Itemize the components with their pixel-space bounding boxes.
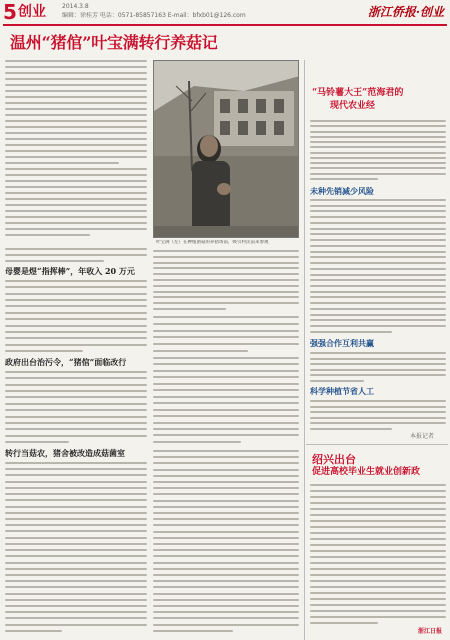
body-text-column — [153, 250, 299, 310]
section-name: 创业 — [18, 4, 46, 20]
bottom-headline-line1: 绍兴出台 — [312, 453, 356, 466]
body-text-column — [5, 371, 147, 443]
pig-farm-photo — [153, 60, 299, 238]
section-subhead: 母婴是煜“指挥棒”，年收入 20 万元 — [5, 266, 135, 276]
body-text-column — [153, 316, 299, 352]
right-headline-line2: 现代农业经 — [330, 101, 376, 111]
header-rule — [3, 24, 447, 26]
body-text-column — [310, 120, 446, 180]
body-text-column — [310, 400, 446, 430]
right-article-author: 本报记者 — [410, 433, 435, 440]
body-text-column — [5, 462, 147, 632]
article-separator — [306, 444, 448, 445]
source-tag: 浙江日报 — [418, 628, 443, 635]
right-subhead: 未种先销减少风险 — [310, 186, 374, 196]
body-text-column — [153, 357, 299, 443]
body-text-column — [310, 484, 446, 624]
issue-date: 2014.3.8 — [62, 3, 89, 10]
section-subhead: 政府出台治污令，“猪倌”面临改行 — [5, 357, 127, 367]
main-headline: 温州“猪倌”叶宝满转行养菇记 — [10, 33, 218, 52]
body-text-column — [310, 199, 446, 333]
editor-contact: 编辑：徐桂芳 电话：0571-85857163 E-mail：bfxb01@126.com — [62, 12, 246, 19]
body-text-column — [310, 352, 446, 382]
bottom-headline-line2: 促进高校毕业生就业创新政 — [312, 467, 421, 477]
masthead-logo: 浙江侨报·创业 — [367, 5, 444, 19]
body-text-column — [153, 450, 299, 632]
right-subhead: 强强合作互利共赢 — [310, 338, 374, 348]
column-divider — [304, 60, 305, 640]
photo-illustration — [154, 61, 299, 238]
photo-caption: 叶宝满（左）在种植菌菇的养猪场前，吸引村民前来参观 — [156, 240, 269, 245]
right-subhead: 科学种植节省人工 — [310, 386, 374, 396]
right-headline-line1: “马铃薯大王”范海君的 — [312, 88, 404, 98]
section-number: 5 — [3, 0, 17, 24]
body-text-column — [5, 60, 147, 236]
body-text-column — [5, 280, 147, 352]
section-subhead: 转行当菇农，猪舍被改造成菇菌室 — [5, 448, 125, 458]
body-text-column — [5, 248, 147, 262]
